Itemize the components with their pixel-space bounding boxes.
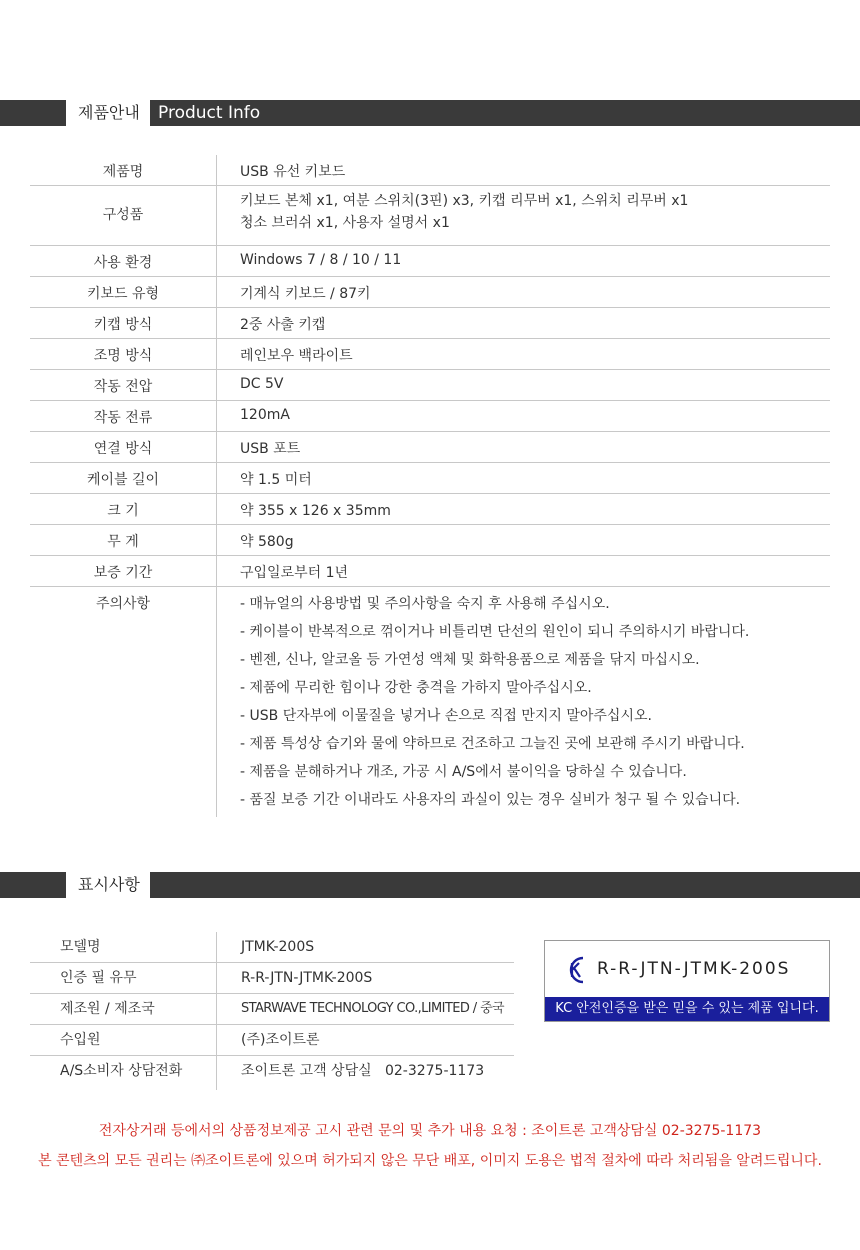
info-value: 약 580g	[240, 534, 294, 550]
mark-label: 제조원 / 제조국	[30, 994, 217, 1024]
mark-row-importer	[30, 1025, 514, 1056]
info-value	[217, 186, 830, 245]
kc-mark-icon	[563, 955, 589, 985]
info-row-environment	[30, 246, 830, 277]
info-label: 무 게	[30, 525, 217, 555]
mark-value: R-R-JTN-JTMK-200S	[241, 970, 373, 986]
info-label: 작동 전압	[30, 370, 217, 400]
precaution-item: - 케이블이 반복적으로 꺾이거나 비틀리면 단선의 원인이 되니 주의하시기 바랍니다.	[240, 624, 750, 640]
info-label: 제품명	[30, 155, 217, 185]
mark-label: 수입원	[30, 1025, 217, 1055]
section-title-ko: 제품안내	[66, 100, 150, 126]
info-value: Windows 7 / 8 / 10 / 11	[240, 252, 402, 268]
info-value	[217, 587, 830, 817]
mark-row-certification	[30, 963, 514, 994]
info-row-connection	[30, 432, 830, 463]
info-row-warranty	[30, 556, 830, 587]
info-row-precautions	[30, 587, 830, 817]
mark-value: 조이트론 고객 상담실 02-3275-1173	[241, 1063, 485, 1079]
footer-copyright-note: 본 콘텐츠의 모든 권리는 ㈜조이트론에 있으며 허가되지 않은 무단 배포, 이미지 도용은 법적 절차에 따라 처리됨을 알려드립니다.	[38, 1153, 822, 1169]
info-label: 주의사항	[30, 587, 217, 817]
info-value: 구입일로부터 1년	[240, 565, 349, 581]
info-label: 케이블 길이	[30, 463, 217, 493]
kc-cert-code: R-R-JTN-JTMK-200S	[597, 959, 791, 979]
info-value: 약 355 x 126 x 35mm	[240, 503, 391, 519]
info-row-lighting	[30, 339, 830, 370]
info-row-weight	[30, 525, 830, 556]
marking-section-bar	[0, 872, 860, 898]
info-row-product-name	[30, 155, 830, 186]
info-label: 작동 전류	[30, 401, 217, 431]
product-info-table	[30, 155, 830, 817]
info-row-cable-length	[30, 463, 830, 494]
mark-value: JTMK-200S	[241, 939, 315, 955]
mark-value: (주)조이트론	[241, 1032, 320, 1048]
product-info-section-bar	[0, 100, 860, 126]
info-row-voltage	[30, 370, 830, 401]
mark-row-manufacturer	[30, 994, 514, 1025]
components-line-2: 청소 브러쉬 x1, 사용자 설명서 x1	[240, 215, 450, 231]
section-title-ko: 표시사항	[66, 872, 150, 898]
precaution-item: - 품질 보증 기간 이내라도 사용자의 과실이 있는 경우 실비가 청구 될 수 있습니다.	[240, 792, 741, 808]
info-label: 보증 기간	[30, 556, 217, 586]
info-value: USB 유선 키보드	[240, 164, 346, 180]
kc-cert-box	[544, 940, 830, 1022]
section-title-en: Product Info	[158, 103, 261, 123]
mark-label: 모델명	[30, 932, 217, 962]
precaution-item: - 제품을 분해하거나 개조, 가공 시 A/S에서 불이익을 당하실 수 있습니다.	[240, 764, 687, 780]
mark-label: A/S소비자 상담전화	[30, 1056, 217, 1090]
info-value: 기계식 키보드 / 87키	[240, 286, 371, 302]
info-label: 크 기	[30, 494, 217, 524]
info-label: 키캡 방식	[30, 308, 217, 338]
mark-value: STARWAVE TECHNOLOGY CO.,LIMITED / 중국	[241, 1001, 505, 1016]
precaution-item: - 제품에 무리한 힘이나 강한 충격을 가하지 말아주십시오.	[240, 680, 592, 696]
kc-banner: KC 안전인증을 받은 믿을 수 있는 제품 입니다.	[545, 997, 829, 1021]
footer-inquiry-note: 전자상거래 등에서의 상품정보제공 고시 관련 문의 및 추가 내용 요청 : 조이트론 고객상담실 02-3275-1173	[98, 1123, 762, 1139]
precaution-item: - 벤젠, 신나, 알코올 등 가연성 액체 및 화학용품으로 제품을 닦지 마십시오.	[240, 652, 700, 668]
info-label: 연결 방식	[30, 432, 217, 462]
info-row-components	[30, 186, 830, 246]
info-value: 레인보우 백라이트	[240, 348, 353, 364]
info-value: USB 포트	[240, 441, 301, 457]
info-label: 조명 방식	[30, 339, 217, 369]
info-label: 키보드 유형	[30, 277, 217, 307]
info-value: 2중 사출 키캡	[240, 317, 326, 333]
info-value: 약 1.5 미터	[240, 472, 312, 488]
info-row-size	[30, 494, 830, 525]
precaution-item: - 매뉴얼의 사용방법 및 주의사항을 숙지 후 사용해 주십시오.	[240, 596, 610, 612]
precaution-item: - 제품 특성상 습기와 물에 약하므로 건조하고 그늘진 곳에 보관해 주시기 바랍니다.	[240, 736, 745, 752]
info-value: DC 5V	[240, 376, 284, 392]
precaution-item: - USB 단자부에 이물질을 넣거나 손으로 직접 만지지 말아주십시오.	[240, 708, 652, 724]
marking-table	[30, 932, 514, 1090]
precautions-list	[240, 594, 830, 818]
mark-row-as-contact	[30, 1056, 514, 1090]
info-label: 사용 환경	[30, 246, 217, 276]
info-label: 구성품	[30, 186, 217, 245]
mark-row-model	[30, 932, 514, 963]
mark-label: 인증 필 유무	[30, 963, 217, 993]
info-value: 120mA	[240, 407, 290, 423]
components-line-1: 키보드 본체 x1, 여분 스위치(3핀) x3, 키캡 리무버 x1, 스위치 리무버 x1	[240, 193, 689, 209]
info-row-current	[30, 401, 830, 432]
info-row-keycap	[30, 308, 830, 339]
info-row-keyboard-type	[30, 277, 830, 308]
